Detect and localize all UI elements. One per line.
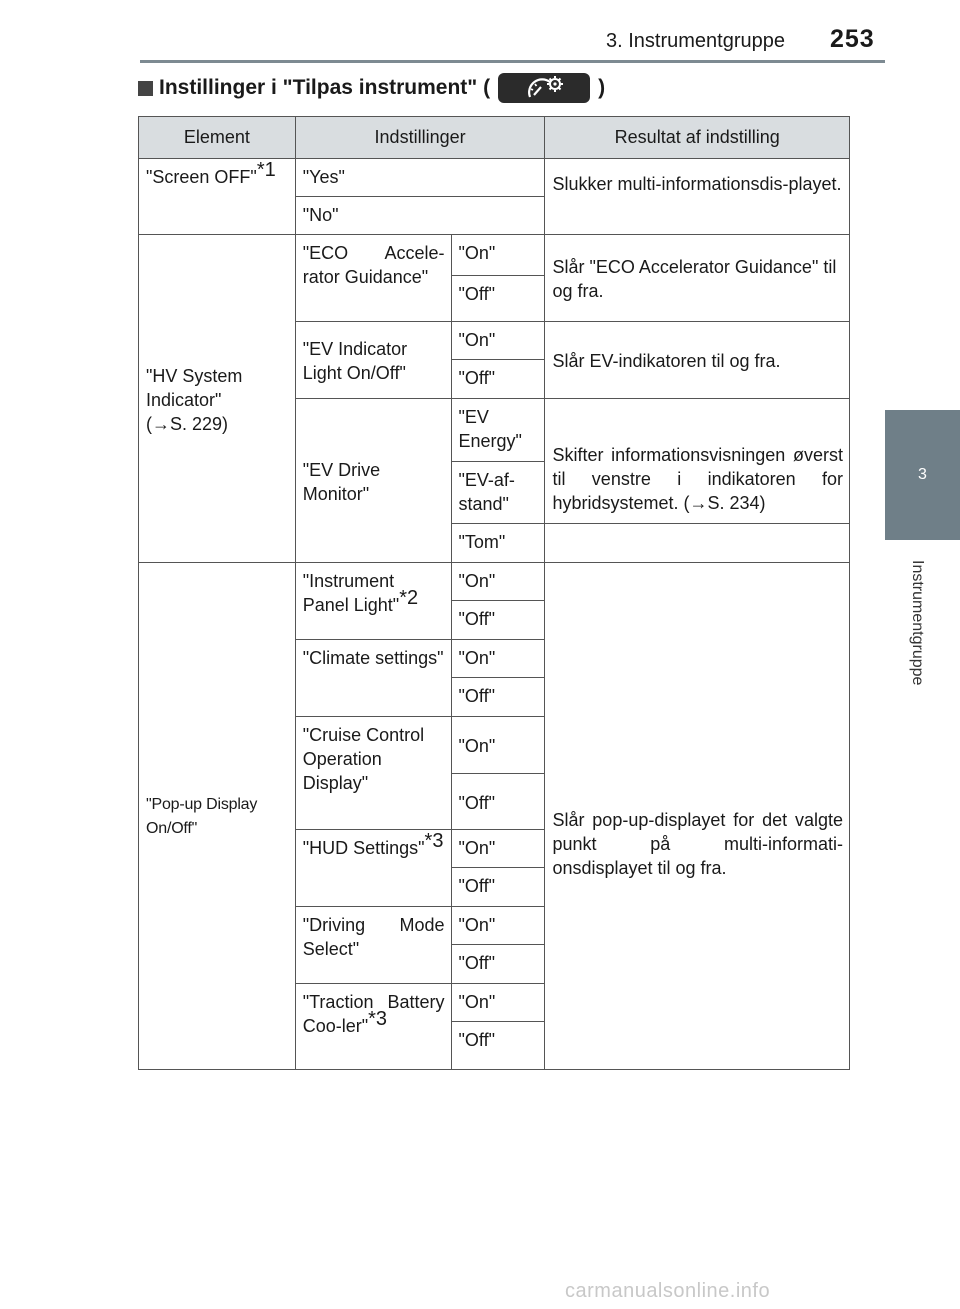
sub-setting-cell: "ECO Accele-rator Guidance" xyxy=(295,235,451,322)
footnote-mark: *3 xyxy=(424,830,444,852)
chapter-label: Instrumentgruppe xyxy=(909,560,926,686)
option-cell: "EV-af-stand" xyxy=(451,462,545,524)
page-number: 253 xyxy=(830,25,875,53)
option-cell: "Yes" xyxy=(295,159,545,197)
sub-setting-cell: "Driving Mode Select" xyxy=(295,907,451,984)
page-reference: (→S. 229) xyxy=(146,413,229,434)
column-header-result: Resultat af indstilling xyxy=(545,117,850,159)
sub-setting-label: "Instrument Panel Light" xyxy=(302,571,400,615)
element-label: "HV System Indicator" xyxy=(146,365,243,410)
option-cell: "Off" xyxy=(451,360,545,399)
table-header-row xyxy=(139,117,850,159)
sub-setting-cell: "Cruise Control Operation Display" xyxy=(295,717,451,830)
header-divider xyxy=(140,60,885,63)
section-title-text: Instillinger i "Tilpas instrument" ( xyxy=(159,76,491,99)
footnote-mark: *1 xyxy=(256,159,276,181)
result-cell: Slår EV-indikatoren til og fra. xyxy=(545,322,850,399)
sub-setting-cell xyxy=(295,984,451,1070)
option-cell: "On" xyxy=(451,322,545,360)
option-cell: "On" xyxy=(451,907,545,945)
result-cell: Slår "ECO Accelerator Guidance" til og fra. xyxy=(545,235,850,322)
result-cell: Slukker multi-informationsdis-playet. xyxy=(545,159,850,235)
option-cell: "No" xyxy=(295,197,545,235)
chapter-number: 3 xyxy=(918,466,927,483)
column-header-element: Element xyxy=(139,117,296,159)
gauge-gear-icon xyxy=(498,73,590,103)
footnote-mark: *3 xyxy=(368,1008,388,1030)
sub-setting-label: "Traction Battery Coo-ler" xyxy=(302,992,445,1036)
sub-setting-cell: "EV Drive Monitor" xyxy=(295,399,451,563)
column-header-settings: Indstillinger xyxy=(295,117,545,159)
option-cell: "On" xyxy=(451,984,545,1022)
sub-setting-cell xyxy=(295,563,451,640)
section-title xyxy=(138,73,605,103)
option-cell: "Off" xyxy=(451,678,545,717)
table-row xyxy=(139,563,850,601)
option-cell: "Off" xyxy=(451,276,545,322)
element-cell: "Pop-up Display On/Off" xyxy=(139,563,296,1070)
chapter-tab xyxy=(885,410,960,540)
header-section-title: 3. Instrumentgruppe xyxy=(606,30,785,52)
option-cell: "Off" xyxy=(451,868,545,907)
option-cell: "Off" xyxy=(451,774,545,830)
option-cell: "EV Energy" xyxy=(451,399,545,462)
section-title-close: ) xyxy=(598,76,606,99)
settings-table xyxy=(138,116,850,1070)
sub-setting-cell xyxy=(295,830,451,907)
table-row xyxy=(139,159,850,197)
sub-setting-cell: "EV Indicator Light On/Off" xyxy=(295,322,451,399)
watermark: carmanualsonline.info xyxy=(565,1280,771,1302)
option-cell: "On" xyxy=(451,717,545,774)
option-cell: "On" xyxy=(451,640,545,678)
result-cell-empty xyxy=(545,524,850,563)
option-cell: "On" xyxy=(451,830,545,868)
footnote-mark: *2 xyxy=(399,587,419,609)
element-cell xyxy=(139,235,296,563)
result-cell: Skifter informationsvisningen øverst til venstre i indikatoren for hybridsystemet. (→S. 234) xyxy=(545,399,850,524)
element-label: "Screen OFF" xyxy=(146,167,257,187)
option-cell: "Off" xyxy=(451,601,545,640)
bullet-square-icon xyxy=(138,81,153,96)
option-cell: "On" xyxy=(451,235,545,276)
table-row xyxy=(139,235,850,276)
sub-setting-cell: "Climate settings" xyxy=(295,640,451,717)
option-cell: "On" xyxy=(451,563,545,601)
sub-setting-label: "HUD Settings" xyxy=(302,838,425,858)
option-cell: "Off" xyxy=(451,1022,545,1070)
option-cell: "Tom" xyxy=(451,524,545,563)
option-cell: "Off" xyxy=(451,945,545,984)
element-cell xyxy=(139,159,296,235)
result-cell: Slår pop-up-displayet for det valgte punkt på multi-informati-onsdisplayet til og fra. xyxy=(545,563,850,1070)
